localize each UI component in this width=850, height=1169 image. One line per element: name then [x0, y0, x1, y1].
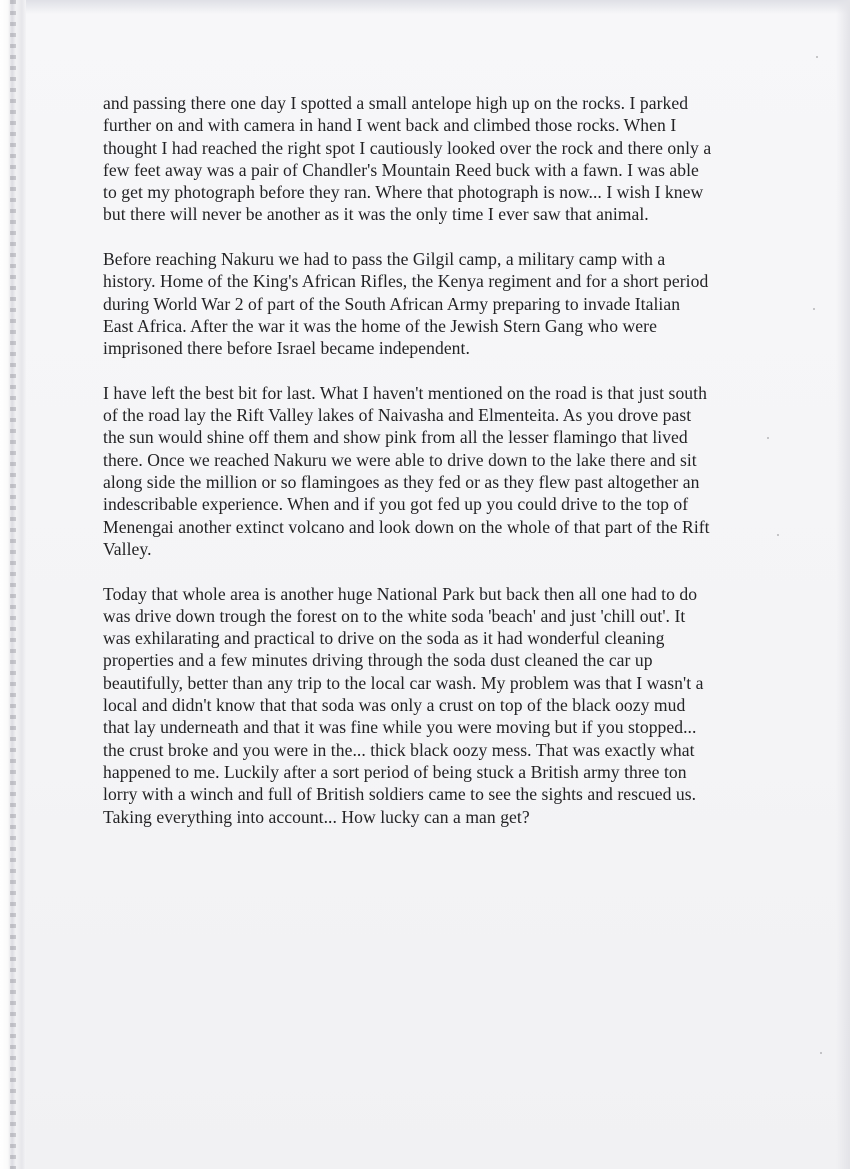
text-line: Today that whole area is another huge National Park but back then all one had to do [103, 583, 698, 604]
text-line: beautifully, better than any trip to the local car wash. My problem was that I wasn't a [103, 672, 704, 693]
scan-speck [813, 308, 815, 310]
text-line: indescribable experience. When and if you got fed up you could drive to the top of [103, 494, 689, 515]
paragraph-rift-valley-lakes [103, 382, 803, 560]
text-line: Taking everything into account... How lucky can a man get? [103, 806, 530, 827]
text-line: was exhilarating and practical to drive on the soda as it had wonderful cleaning [103, 628, 665, 649]
text-line: that lay underneath and that it was fine while you were moving but if you stopped... [103, 717, 697, 738]
binding-edge [0, 0, 26, 1169]
paragraph-antelope [103, 92, 803, 226]
text-line: during World War 2 of part of the South African Army preparing to invade Italian [103, 293, 681, 314]
scan-right-shadow [836, 0, 850, 1169]
text-line: Before reaching Nakuru we had to pass the Gilgil camp, a military camp with a [103, 249, 666, 270]
text-line: and passing there one day I spotted a small antelope high up on the rocks. I parked [103, 93, 689, 113]
paragraph-gilgil-camp [103, 248, 803, 359]
scan-speck [816, 56, 818, 58]
document-body [103, 92, 803, 850]
text-line: along side the million or so flamingoes as they fed or as they flew past altogether an [103, 472, 700, 493]
text-line: local and didn't know that that soda was only a crust on top of the black oozy mud [103, 695, 686, 716]
paragraph-soda-beach [103, 583, 803, 828]
text-line: Valley. [103, 538, 152, 559]
text-line: few feet away was a pair of Chandler's Mountain Reed buck with a fawn. I was able [103, 159, 699, 180]
text-line: the crust broke and you were in the... thick black oozy mess. That was exactly what [103, 739, 695, 760]
text-line: to get my photograph before they ran. Where that photograph is now... I wish I knew [103, 182, 704, 203]
text-line: of the road lay the Rift Valley lakes of Naivasha and Elmenteita. As you drove past [103, 405, 692, 426]
text-line: history. Home of the King's African Rifles, the Kenya regiment and for a short period [103, 271, 709, 292]
text-line: I have left the best bit for last. What I haven't mentioned on the road is that just south [103, 382, 707, 403]
text-line: Menengai another extinct volcano and look down on the whole of that part of the Rift [103, 516, 710, 537]
scan-speck [820, 1052, 822, 1054]
text-line: lorry with a winch and full of British soldiers came to see the sights and rescued us. [103, 784, 697, 805]
text-line: the sun would shine off them and show pink from all the lesser flamingo that lived [103, 427, 688, 448]
text-line: imprisoned there before Israel became independent. [103, 338, 470, 359]
scan-top-shadow [0, 0, 850, 14]
text-line: there. Once we reached Nakuru we were able to drive down to the lake there and sit [103, 449, 697, 470]
text-line: further on and with camera in hand I went back and climbed those rocks. When I [103, 115, 677, 136]
text-line: but there will never be another as it was the only time I ever saw that animal. [103, 204, 649, 225]
text-line: East Africa. After the war it was the home of the Jewish Stern Gang who were [103, 315, 657, 336]
text-line: properties and a few minutes driving through the soda dust cleaned the car up [103, 650, 653, 671]
text-line: thought I had reached the right spot I cautiously looked over the rock and there only a [103, 137, 712, 158]
text-line: happened to me. Luckily after a sort period of being stuck a British army three ton [103, 761, 687, 782]
text-line: was drive down trough the forest on to the white soda 'beach' and just 'chill out'. It [103, 605, 686, 626]
